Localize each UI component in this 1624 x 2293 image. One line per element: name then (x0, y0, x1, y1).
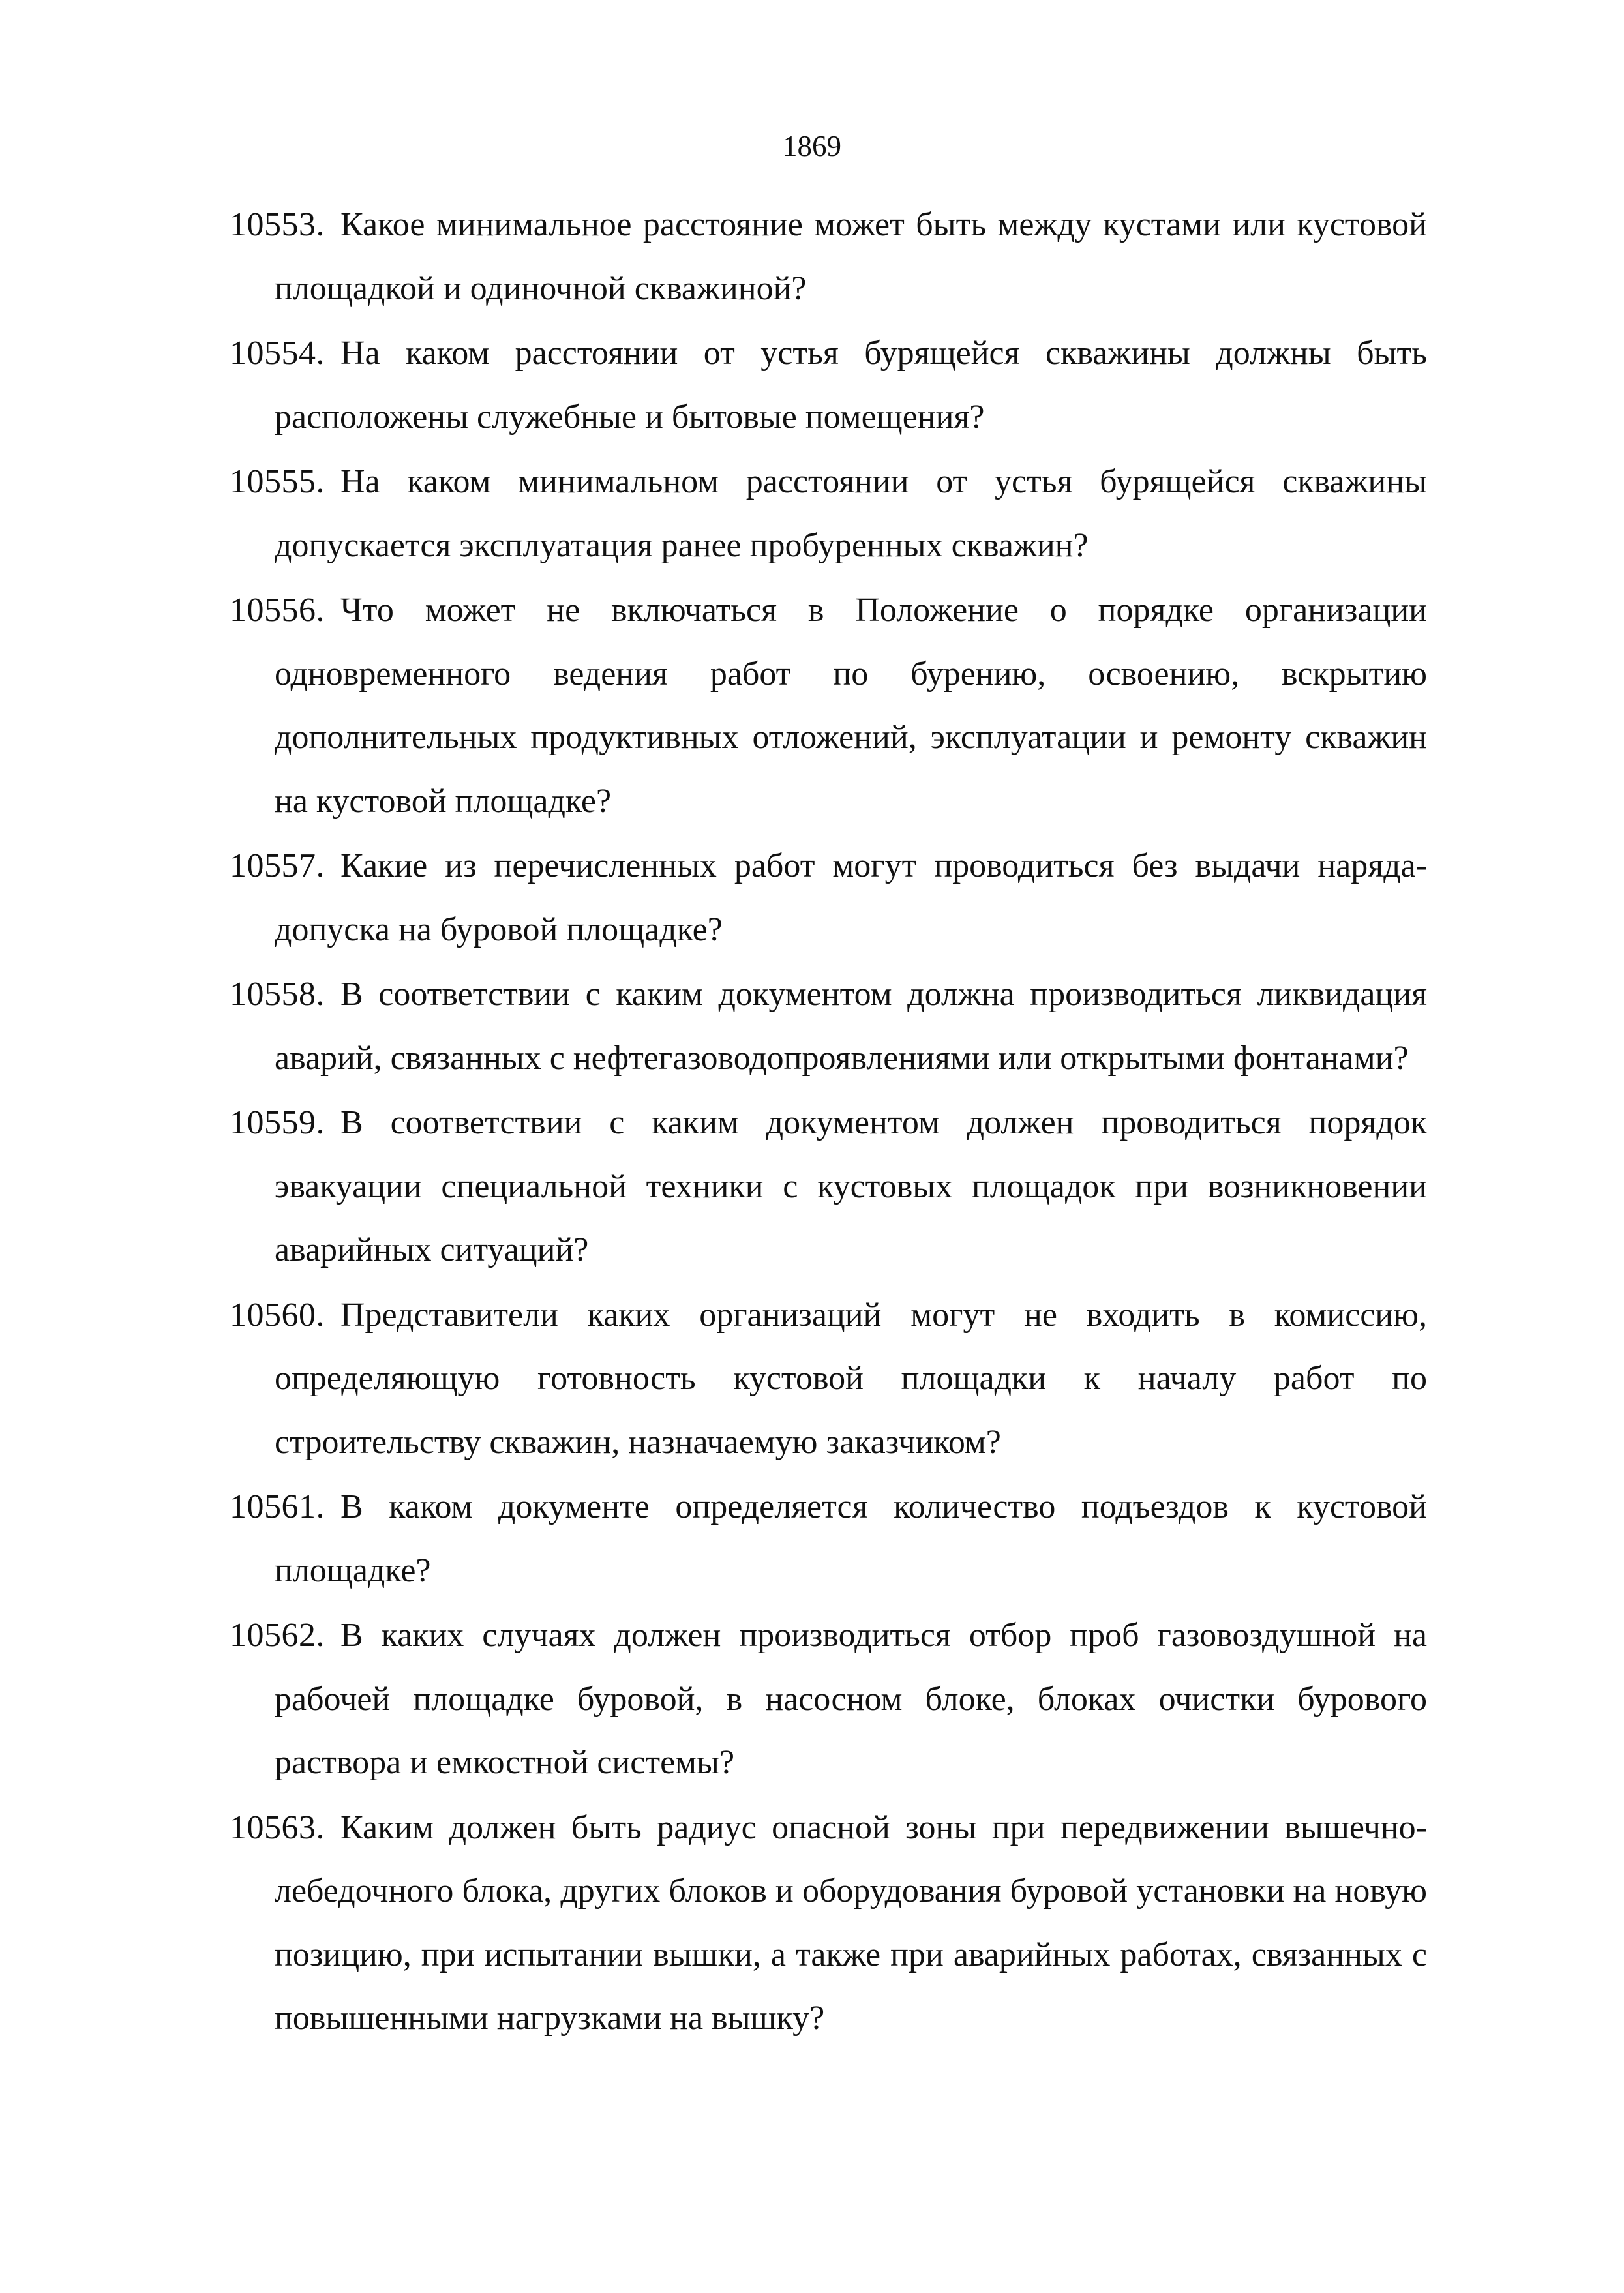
page-number: 1869 (783, 130, 841, 162)
question-item (230, 1796, 1427, 2050)
question-text: На каком минимальном расстоянии от устья бурящейся скважины допускается эксплуатация ранее пробуренных скважин? (275, 463, 1427, 564)
question-item (230, 450, 1427, 577)
question-item (230, 1604, 1427, 1795)
question-text: В каких случаях должен производиться отбор проб газовоздушной на рабочей площадке буровой, в насосном блоке, блоках очистки бурового раствора и емкостной системы? (275, 1617, 1427, 1781)
question-text: Каким должен быть радиус опасной зоны при передвижении вышечно-лебедочного блока, других блоков и оборудования буровой установки на новую позицию, при испытании вышки, а также при аварийных работах, связанных с повышенными нагрузками на вышку? (275, 1808, 1427, 2037)
question-number: 10558. (230, 976, 325, 1013)
question-list (230, 193, 1427, 2052)
question-number: 10557. (230, 847, 325, 884)
question-number: 10555. (230, 463, 325, 500)
question-item (230, 1283, 1427, 1475)
question-item (230, 193, 1427, 320)
question-number: 10563. (230, 1808, 325, 1846)
question-number: 10562. (230, 1617, 325, 1654)
question-number: 10560. (230, 1296, 325, 1334)
question-number: 10553. (230, 206, 325, 243)
question-item (230, 322, 1427, 449)
question-item (230, 1475, 1427, 1602)
question-item (230, 578, 1427, 833)
question-text: Что может не включаться в Положение о порядке организации одновременного ведения работ по бурению, освоению, вскрытию дополнительных продуктивных отложений, эксплуатации и ремонту скважин на кустовой площадке? (275, 592, 1427, 820)
question-item (230, 1091, 1427, 1282)
question-text: В соответствии с каким документом должна производиться ликвидация аварий, связанных с нефтегазоводопроявлениями или открытыми фонтанами? (275, 976, 1427, 1077)
question-item (230, 834, 1427, 961)
question-item (230, 963, 1427, 1090)
question-text: Представители каких организаций могут не входить в комиссию, определяющую готовность кустовой площадки к началу работ по строительству скважин, назначаемую заказчиком? (275, 1296, 1427, 1461)
question-text: В каком документе определяется количество подъездов к кустовой площадке? (275, 1488, 1427, 1589)
question-text: На каком расстоянии от устья бурящейся скважины должны быть расположены служебные и бытовые помещения? (275, 335, 1427, 436)
question-number: 10556. (230, 592, 325, 629)
question-text: В соответствии с каким документом должен проводиться порядок эвакуации специальной техники с кустовых площадок при возникновении аварийных ситуаций? (275, 1104, 1427, 1268)
question-text: Какое минимальное расстояние может быть между кустами или кустовой площадкой и одиночной скважиной? (275, 206, 1427, 307)
question-text: Какие из перечисленных работ могут проводиться без выдачи наряда-допуска на буровой площадке? (275, 847, 1427, 948)
question-number: 10554. (230, 335, 325, 372)
question-number: 10561. (230, 1488, 325, 1525)
question-number: 10559. (230, 1104, 325, 1141)
